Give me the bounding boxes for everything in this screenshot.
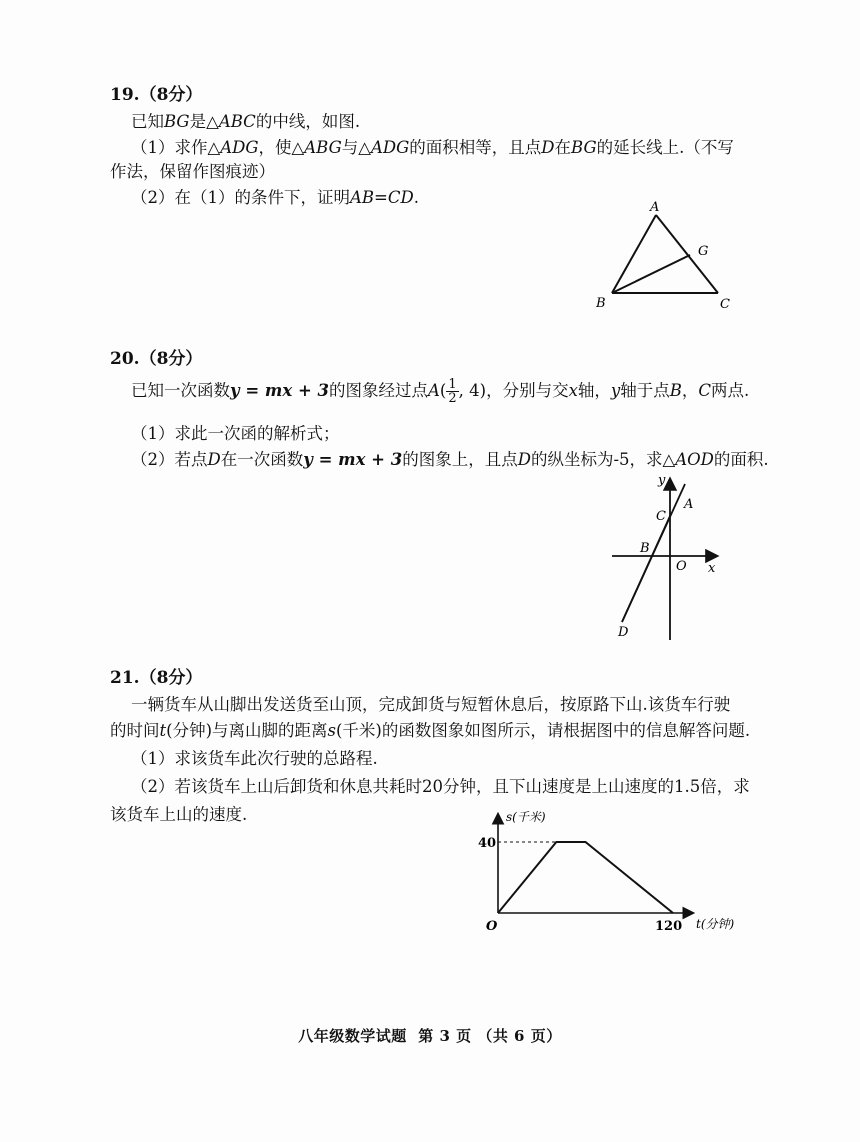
text: 已知一次函数 — [131, 381, 230, 400]
text: （2）若点 — [131, 450, 208, 469]
triangle-abc: ABC — [218, 112, 256, 131]
segment-bg: BG — [571, 138, 597, 157]
triangle-adg: ADG — [370, 138, 410, 157]
triangle-abg: ABG — [304, 138, 342, 157]
label-b: B — [596, 296, 606, 311]
text: （2）在（1）的条件下，证明 — [131, 188, 350, 207]
text: 的纵坐标为-5，求△ — [530, 450, 676, 469]
var-t: t — [159, 721, 167, 740]
text: (千米)的函数图象如图所示，请根据图中的信息解答问题. — [335, 721, 751, 740]
point-a: A — [428, 381, 440, 400]
text: ， — [681, 381, 699, 400]
denominator: 2 — [448, 391, 457, 406]
triangle-adg: ADG — [220, 138, 259, 157]
text: . — [413, 188, 419, 207]
var-s: s — [327, 721, 336, 740]
var-y: y — [610, 381, 621, 400]
q20-part2 — [131, 446, 769, 470]
text: 的面积. — [713, 450, 769, 469]
q21-part1: （1）求该货车此次行驶的总路程. — [131, 749, 378, 768]
q19-part1 — [131, 134, 734, 158]
q21-distance-time-chart — [470, 805, 740, 940]
text: 在一次函数 — [220, 450, 304, 469]
point-d: D — [207, 450, 221, 469]
x-axis-label: t(分钟) — [696, 917, 735, 931]
label-b: B — [640, 541, 650, 556]
text: 与△ — [341, 138, 371, 157]
text: （1）求作△ — [131, 138, 221, 157]
fraction — [446, 378, 458, 405]
var-x: x — [568, 381, 578, 400]
text: 在 — [554, 138, 572, 157]
text: 的时间 — [110, 721, 160, 740]
y-axis-label: s(千米) — [506, 810, 546, 824]
point-d: D — [517, 450, 531, 469]
text: (分钟)与离山脚的距离 — [166, 721, 328, 740]
label-g: G — [698, 244, 709, 259]
point-d: D — [541, 138, 555, 157]
q21-part2-line2: 该货车上山的速度. — [110, 805, 248, 824]
label-d: D — [618, 625, 629, 640]
segment-bg: BG — [164, 112, 190, 131]
label-x: x — [708, 561, 716, 576]
x-tick-120: 120 — [655, 919, 683, 934]
label-o: O — [676, 559, 687, 574]
coordinate: , 4) — [458, 381, 487, 400]
label-a: A — [650, 200, 660, 215]
q20-statement: 已知一次函数y = mx + 3的图象经过点A( $\frac{1}{2}$ , 4)，分别与交x轴，y轴于点B，C两点. — [131, 377, 750, 406]
text: 的图象上，且点 — [402, 450, 518, 469]
function: y = mx + 3 — [303, 450, 403, 469]
q19-given — [131, 108, 360, 132]
equation: AB=CD — [350, 188, 414, 207]
y-tick-40: 40 — [478, 836, 497, 851]
label-c: C — [656, 509, 666, 524]
function: y = mx + 3 — [230, 381, 329, 400]
q21-part2-line1: （2）若该货车上山后卸货和休息共耗时20分钟，且下山速度是上山速度的1.5倍，求 — [131, 777, 750, 796]
point-c: C — [698, 381, 711, 400]
triangle-aod: AOD — [675, 450, 714, 469]
numerator: 1 — [448, 377, 457, 392]
side-ac — [656, 215, 718, 293]
text: 的中线，如图. — [255, 112, 361, 131]
q21-number: 21.（8分） — [110, 668, 203, 688]
label-c: C — [720, 297, 730, 312]
q19-number: 19.（8分） — [110, 85, 203, 105]
text: ，分别与交 — [486, 381, 569, 400]
text: 两点. — [710, 381, 750, 400]
q19-part2 — [131, 184, 419, 208]
text: 的面积相等，且点 — [409, 138, 542, 157]
page-footer: 八年级数学试题 第 3 页 （共 6 页） — [298, 1027, 562, 1045]
q20-coordinate-figure — [600, 470, 730, 645]
q19-triangle-figure — [580, 195, 740, 320]
text: 的延长线上.（不写 — [596, 138, 734, 157]
label-y: y — [658, 473, 666, 488]
text: 已知 — [131, 112, 164, 131]
text: 轴于点 — [620, 381, 670, 400]
q21-statement-line1: 一辆货车从山脚出发送货至山顶，完成卸货与短暂休息后，按原路下山.该货车行驶 — [131, 695, 731, 714]
series-line — [498, 842, 673, 913]
q21-statement-line2 — [110, 717, 750, 741]
line-cd — [622, 516, 670, 622]
point-b: B — [669, 381, 682, 400]
text: 的图象经过点 — [329, 381, 428, 400]
text: 是△ — [189, 112, 219, 131]
text: 轴， — [577, 381, 611, 400]
text: ，使△ — [258, 138, 305, 157]
label-a: A — [684, 497, 694, 512]
q19-part1-line2: 作法，保留作图痕迹） — [110, 162, 275, 181]
origin-label: O — [486, 919, 498, 934]
q20-number: 20.（8分） — [110, 349, 203, 369]
q20-part1: （1）求此一次函的解析式； — [131, 424, 340, 443]
